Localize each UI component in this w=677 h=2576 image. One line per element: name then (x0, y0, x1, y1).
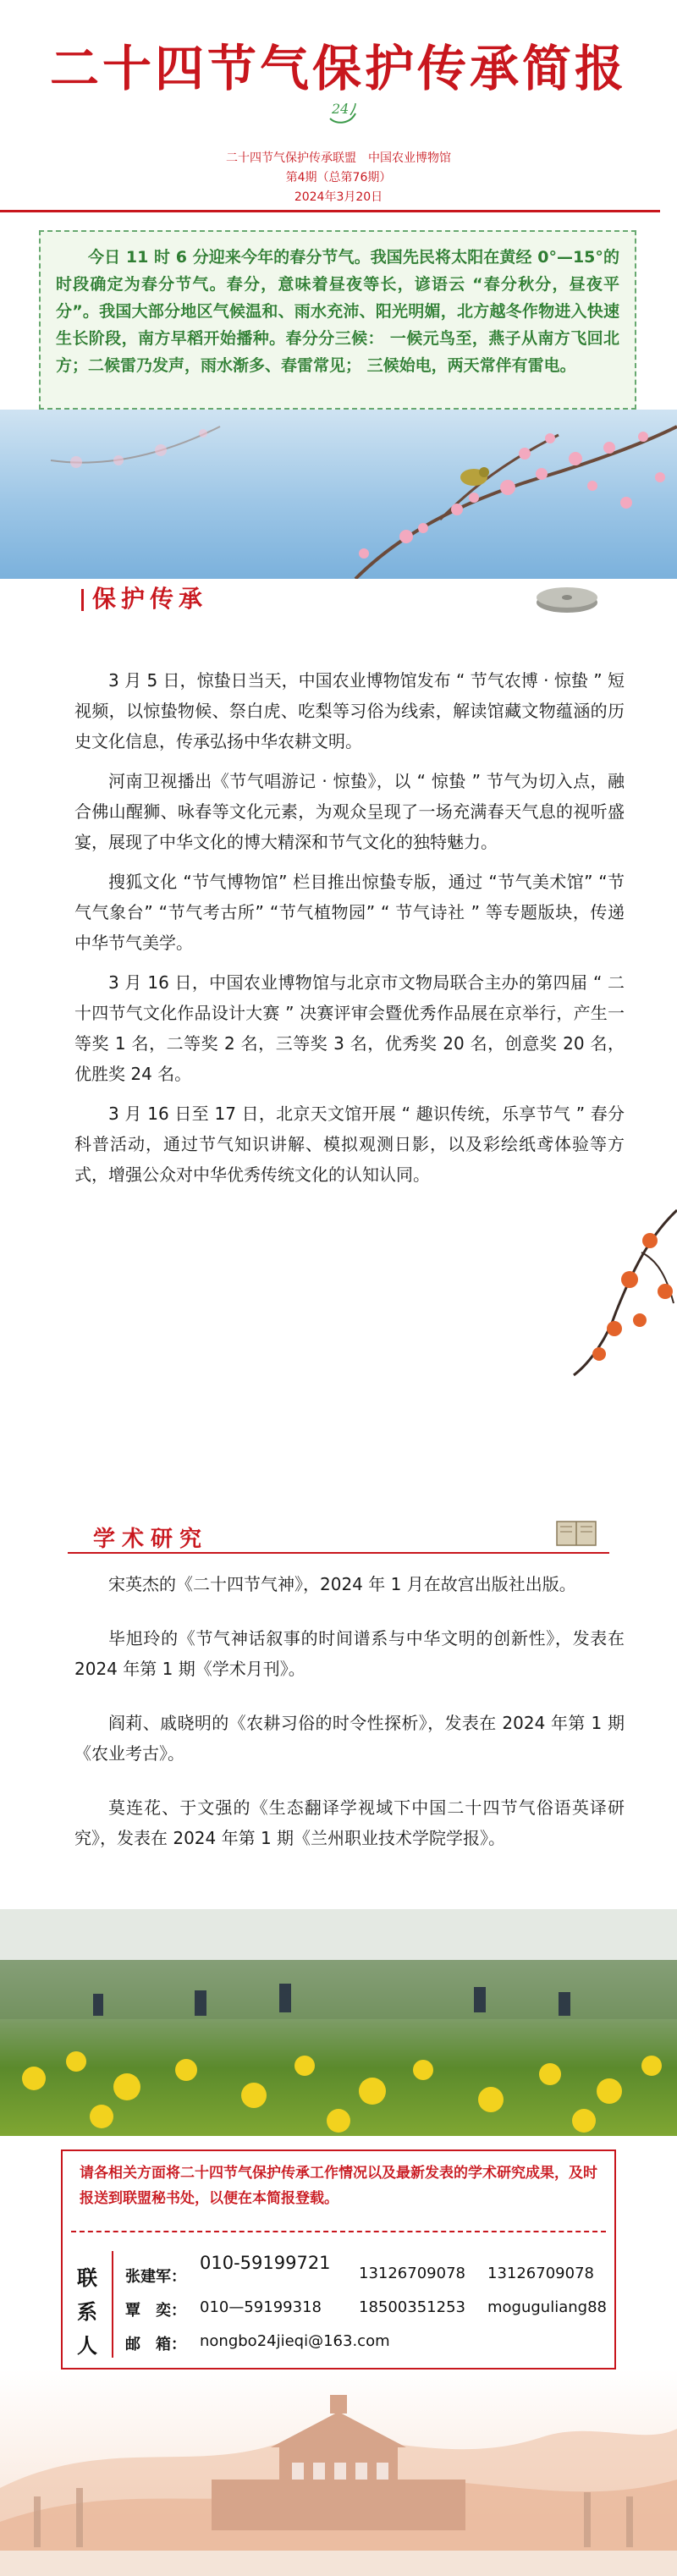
protect-paragraph: 3 月 5 日，惊蛰日当天，中国农业博物馆发布 “ 节气农博 · 惊蛰 ” 短视频，以惊蛰物候、祭白虎、吃梨等习俗为线索，解读馆藏文物蕴涵的历史文化信息，传承弘扬中华农耕文明。 (74, 670, 625, 751)
contact-email[interactable]: nongbo24jieqi@163.com (200, 2332, 390, 2350)
jieqi-logo-icon (325, 95, 359, 129)
rapeseed-field-banner-image (0, 1909, 677, 2136)
research-divider (68, 1552, 609, 1554)
section-heading-research: 学术研究 (93, 1527, 209, 1552)
contact-vertical-bar (112, 2251, 113, 2358)
svg-text:24: 24 (332, 101, 350, 117)
contact-mobile-1b: 13126709078 (487, 2265, 594, 2282)
page-title: 二十四节气保护传承简报 (49, 40, 627, 97)
contact-mobile-2: 18500351253 (359, 2298, 465, 2316)
contact-wechat-2: moguguliang88 (487, 2298, 607, 2316)
contact-phone-1: 010-59199721 (200, 2253, 331, 2273)
contact-mobile-1a: 13126709078 (359, 2265, 465, 2282)
museum-footer-image (0, 2370, 677, 2576)
research-paragraph: 阎莉、戚晓明的《农耕习俗的时令性探析》，发表在 2024 年第 1 期《农业考古》。 (74, 1713, 625, 1764)
millstone-icon (533, 582, 601, 616)
header-divider (0, 210, 660, 212)
book-icon (553, 1515, 601, 1552)
protect-paragraph: 3 月 16 日至 17 日，北京天文馆开展 “ 趣识传统，乐享节气 ” 春分科普活动，通过节气知识讲解、模拟观测日影，以及彩绘纸鸢体验等方式，增强公众对中华优秀传统文化的认知认同。 (74, 1104, 625, 1185)
contact-email-label: 邮 箱： (125, 2336, 186, 2353)
contact-label: 联 系 人 (77, 2266, 97, 2358)
protect-paragraph: 河南卫视播出《节气唱游记 · 惊蛰》，以 “ 惊蛰 ” 节气为切入点，融合佛山醒狮、咏春等文化元素，为观众呈现了一场充满春天气息的视听盛宴，展现了中华文化的博大精深和节气文化的独特魅力。 (74, 771, 625, 852)
section-heading-protect: 保护传承 (81, 581, 207, 614)
notice-divider (71, 2231, 606, 2232)
contact-phone-2: 010—59199318 (200, 2298, 322, 2316)
research-body (74, 1569, 625, 1877)
protect-paragraph: 3 月 16 日，中国农业博物馆与北京市文物局联合主办的第四届 “ 二十四节气文化作品设计大赛 ” 决赛评审会暨优秀作品展在京举行，产生一等奖 1 名，二等奖 2 名，三等奖 3 名，优秀奖 20 名，创意奖 20 名，优胜奖 24 名。 (74, 972, 625, 1084)
blossom-banner-image (0, 410, 677, 579)
research-paragraph: 莫连花、于文强的《生态翻译学视域下中国二十四节气俗语英译研究》，发表在 2024 年第 1 期《兰州职业技术学院学报》。 (74, 1797, 625, 1848)
contact-name-1: 张建军： (125, 2268, 186, 2286)
date-line: 2024年3月20日 (294, 190, 383, 204)
submission-notice: 请各相关方面将二十四节气保护传承工作情况以及最新发表的学术研究成果，及时报送到联盟秘书处，以便在本简报登载。 (80, 2165, 597, 2207)
intro-box: 今日 11 时 6 分迎来今年的春分节气。我国先民将太阳在黄经 0°—15°的时段确定为春分节气。春分，意味着昼夜等长，谚语云 “春分秋分，昼夜平分”。我国大部分地区气候温和、雨水充沛、阳光明媚，北方越冬作物进入快速生长阶段，南方早稻开始播种。春分分三候： 一候元鸟至，燕子从南方飞回北方；二候雷乃发声，雨水渐多、春雷常见； 三候始电，两天常伴有雷电。 (39, 230, 636, 410)
persimmon-branch-icon (565, 1202, 677, 1379)
protect-body (74, 665, 625, 1199)
issue-line: 第4期（总第76期） (285, 171, 392, 184)
research-paragraph: 宋英杰的《二十四节气神》，2024 年 1 月在故宫出版社出版。 (108, 1574, 576, 1594)
org-line: 二十四节气保护传承联盟 中国农业博物馆 (226, 151, 451, 165)
contact-name-2: 覃 奕： (125, 2302, 186, 2320)
research-paragraph: 毕旭玲的《节气神话叙事的时间谱系与中华文明的创新性》，发表在 2024 年第 1 期《学术月刊》。 (74, 1628, 625, 1679)
protect-paragraph: 搜狐文化 “节气博物馆” 栏目推出惊蛰专版，通过 “节气美术馆” “节气气象台” “节气考古所” “节气植物园” “ 节气诗社 ” 等专题版块，传递中华节气美学。 (74, 872, 625, 953)
